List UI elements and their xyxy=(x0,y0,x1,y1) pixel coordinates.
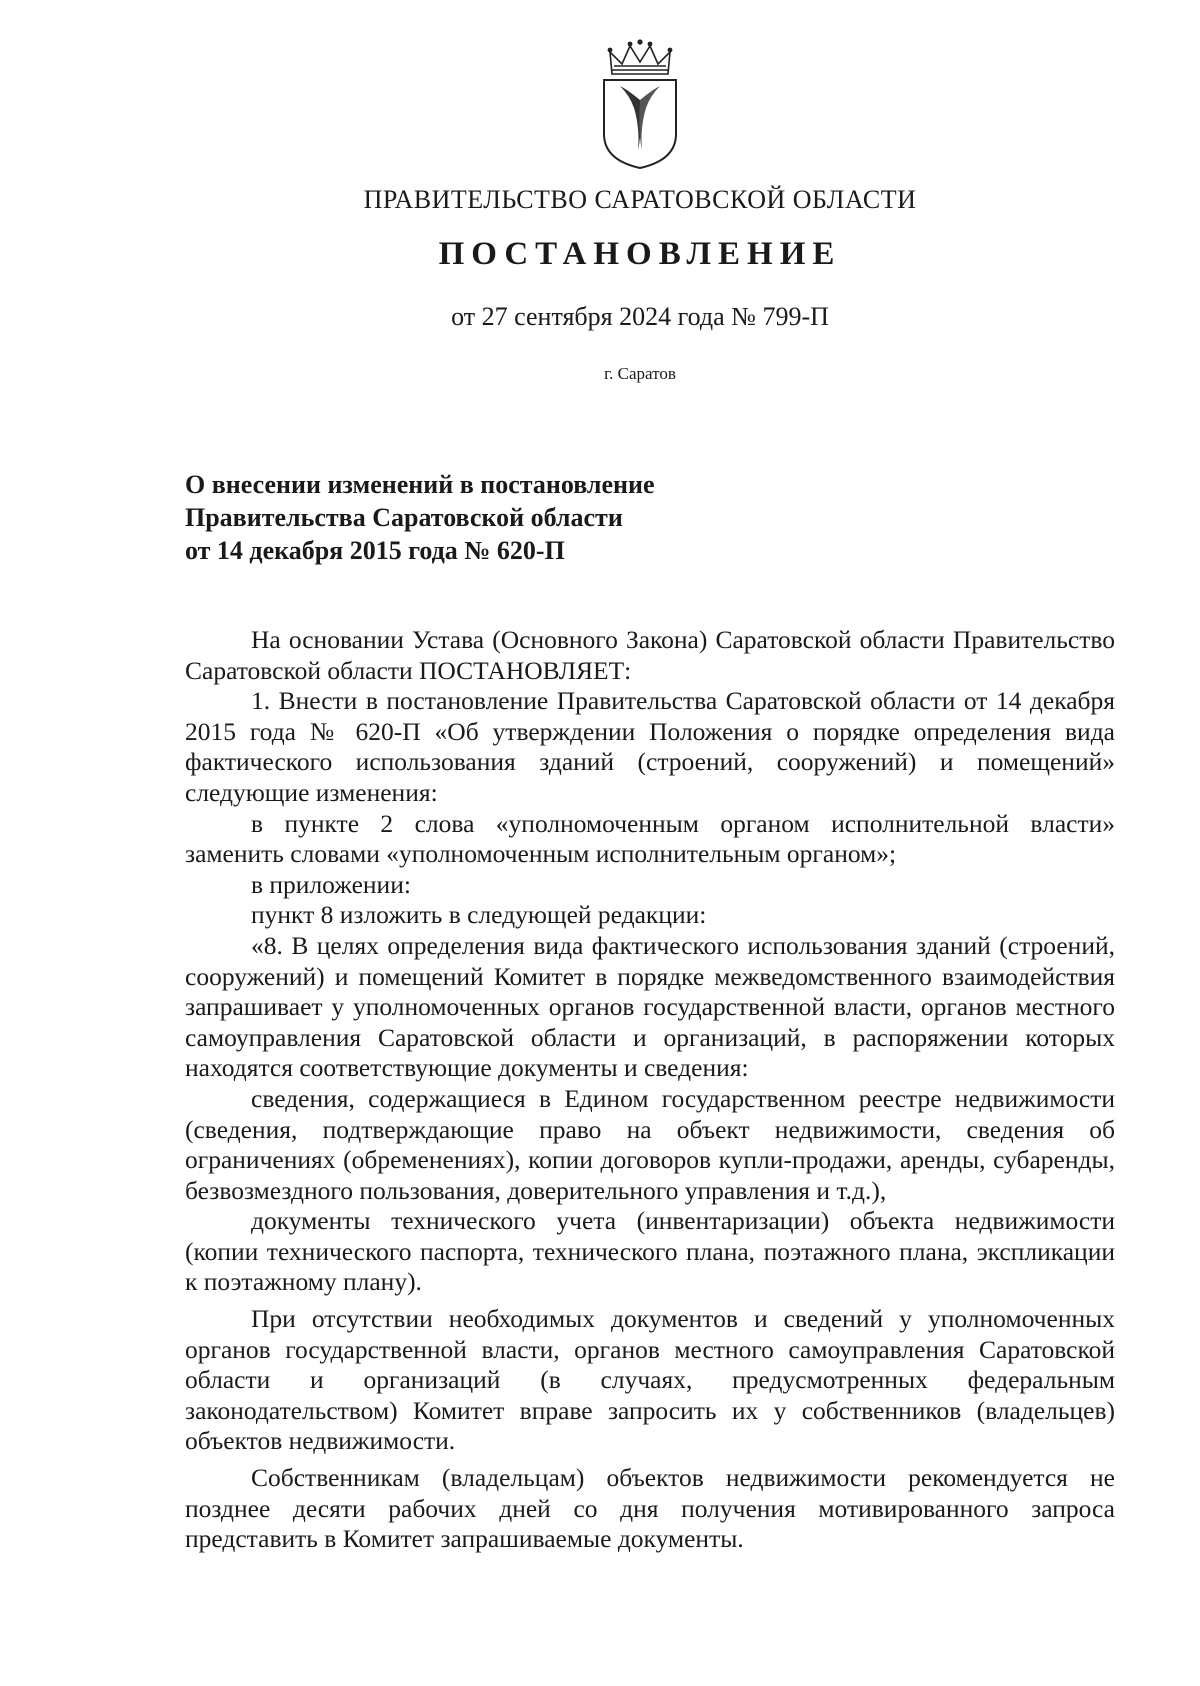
body-paragraph: в приложении: xyxy=(251,869,411,899)
body-paragraph: документы технического учета (инвентаризации) объекта недвижимости (копии технического паспорта, технического плана, поэтажного плана, экспликации к поэтажному плану). xyxy=(185,1206,1115,1297)
government-name: ПРАВИТЕЛЬСТВО САРАТОВСКОЙ ОБЛАСТИ xyxy=(363,185,917,214)
subject-line: от 14 декабря 2015 года № 620-П xyxy=(185,536,565,565)
body-paragraph: 1. Внести в постановление Правительства Саратовской области от 14 декабря 2015 года № 620-П «Об утверждении Положения о порядке определения вида фактического использования зданий (строений, сооружений) и помещений» следующие изменения: xyxy=(185,686,1115,807)
document-city: г. Саратов xyxy=(604,364,676,383)
body-paragraph: На основании Устава (Основного Закона) Саратовской области Правительство Саратовской области ПОСТАНОВЛЯЕТ: xyxy=(185,625,1115,685)
document-body xyxy=(185,625,1115,1555)
document-type-title: ПОСТАНОВЛЕНИЕ xyxy=(438,236,842,272)
body-paragraph: в пункте 2 слова «уполномоченным органом исполнительной власти» заменить словами «уполномоченным исполнительным органом»; xyxy=(185,808,1115,869)
body-paragraph: Собственникам (владельцам) объектов недвижимости рекомендуется не позднее десяти рабочих дней со дня получения мотивированного запроса представить в Комитет запрашиваемые документы. xyxy=(185,1463,1115,1554)
body-paragraph: При отсутствии необходимых документов и сведений у уполномоченных органов государственной власти, органов местного самоуправления Саратовской области и организаций (в случаях, предусмотренных федеральным законодательством) Комитет вправе запросить их у собственников (владельцев) объектов недвижимости. xyxy=(185,1304,1115,1456)
document-date-number: от 27 сентября 2024 года № 799-П xyxy=(451,302,829,331)
subject-line: О внесении изменений в постановление xyxy=(185,470,655,499)
saratov-coat-of-arms-icon xyxy=(600,38,680,170)
body-paragraph: сведения, содержащиеся в Едином государственном реестре недвижимости (сведения, подтверждающие право на объект недвижимости, сведения об ограничениях (обременениях), копии договоров купли-продажи, аренды, субаренды, безвозмездного пользования, доверительного управления и т.д.), xyxy=(185,1083,1115,1205)
document-subject xyxy=(185,468,885,567)
subject-line: Правительства Саратовской области xyxy=(185,503,623,532)
body-paragraph: пункт 8 изложить в следующей редакции: xyxy=(251,900,707,930)
body-paragraph: «8. В целях определения вида фактического использования зданий (строений, сооружений) и помещений Комитет в порядке межведомственного взаимодействия запрашивает у уполномоченных органов государственной власти, органов местного самоуправления Саратовской области и организаций, в распоряжении которых находятся соответствующие документы и сведения: xyxy=(185,930,1115,1083)
